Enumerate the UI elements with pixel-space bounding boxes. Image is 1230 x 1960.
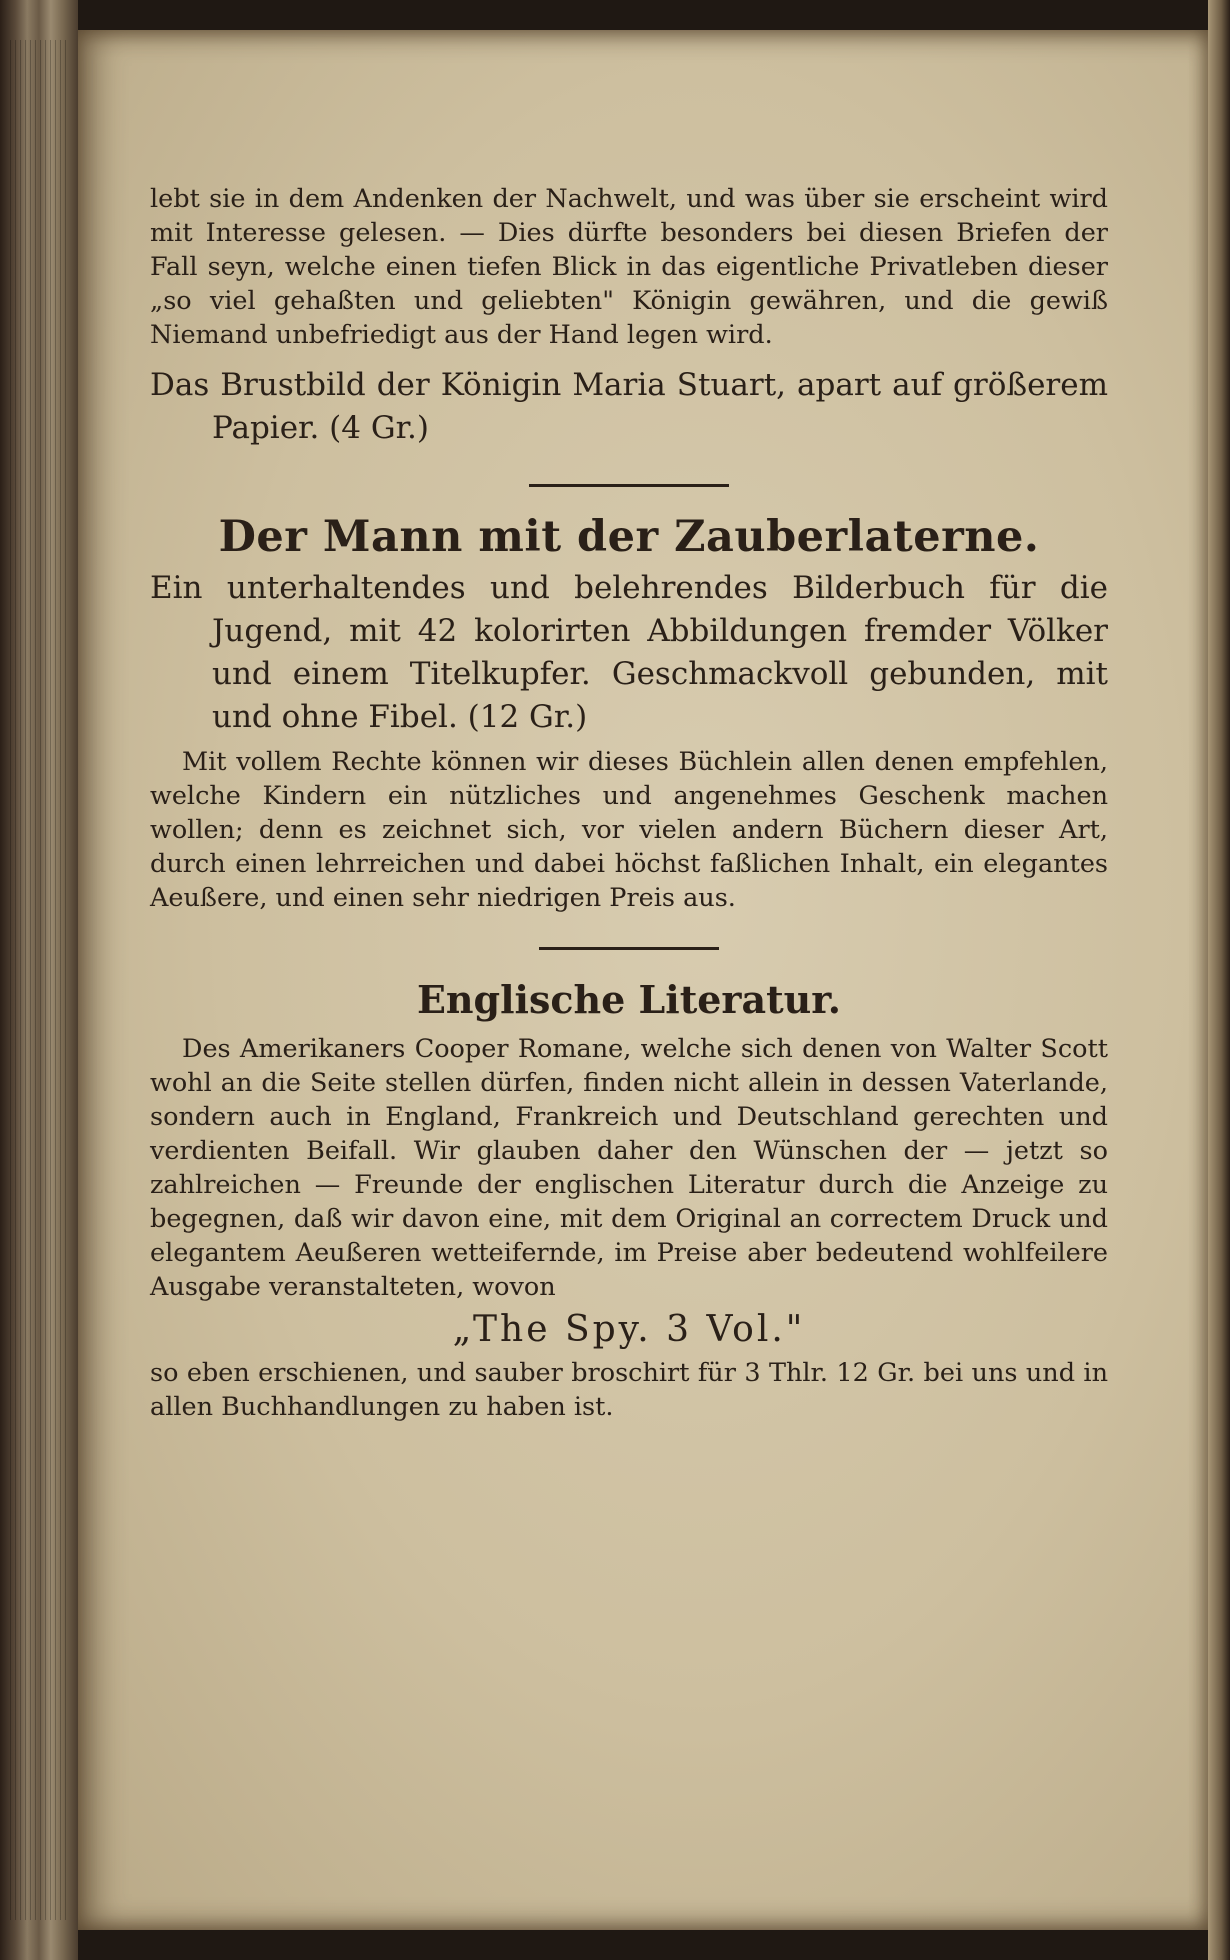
portrait-line: Das Brustbild der Königin Maria Stuart, apart auf größerem Papier. (4 Gr.) bbox=[150, 367, 1108, 446]
section3-body: Des Amerikaners Cooper Romane, welche sich denen von Walter Scott wohl an die Seite stellen dürfen, finden nicht allein in dessen Vaterlande, sondern auch in England, Frankreich und Deutschland gerechten und verdienten Beifall. Wir glauben daher den Wünschen der — jetzt so zahlreichen — Freunde der englischen Literatur durch die Anzeige zu begegnen, daß wir davon eine, mit dem Original an correctem Druck und elegantem Aeußeren wetteifernde, im Preise aber bedeutend wohlfeilere Ausgabe veranstalteten, wovon bbox=[150, 1034, 1108, 1302]
book-right-edge bbox=[1208, 0, 1230, 1960]
section1-body: lebt sie in dem Andenken der Nachwelt, und was über sie erscheint wird mit Interesse gelesen. — Dies dürfte besonders bei diesen Briefen der Fall seyn, welche einen tiefen Blick in das eigentliche Privatleben dieser „so viel gehaßten und geliebten" Königin gewähren, und die gewiß Niemand unbefriedigt aus der Hand legen wird. bbox=[150, 184, 1108, 350]
section3-title: Englische Literatur. bbox=[416, 977, 842, 1022]
section2-body: Mit vollem Rechte können wir dieses Büchlein allen denen empfehlen, welche Kindern ein nützliches und angenehmes Geschenk machen wollen; denn es zeichnet sich, vor vielen andern Büchern dieser Art, durch einen lehrreichen und dabei höchst faßlichen Inhalt, ein elegantes Aeußere, und einen sehr niedrigen Preis aus. bbox=[150, 747, 1108, 913]
page-content bbox=[150, 150, 1108, 1424]
section2-title: Der Mann mit der Zauberlaterne. bbox=[218, 512, 1040, 562]
page-stack-lines bbox=[10, 40, 70, 1920]
section2-subtitle: Ein unterhaltendes und belehrendes Bilderbuch für die Jugend, mit 42 kolorirten Abbildungen fremder Völker und einem Titelkupfer. Geschmackvoll gebunden, mit und ohne Fibel. (12 Gr.) bbox=[150, 570, 1108, 735]
section3-quote: „The Spy. 3 Vol." bbox=[452, 1309, 806, 1350]
divider-rule-2 bbox=[539, 947, 719, 950]
divider-rule-1 bbox=[529, 484, 729, 487]
section3-closing: so eben erschienen, und sauber broschirt für 3 Thlr. 12 Gr. bei uns und in allen Buchhandlungen zu haben ist. bbox=[150, 1358, 1108, 1422]
book-spine-edge bbox=[0, 0, 78, 1960]
